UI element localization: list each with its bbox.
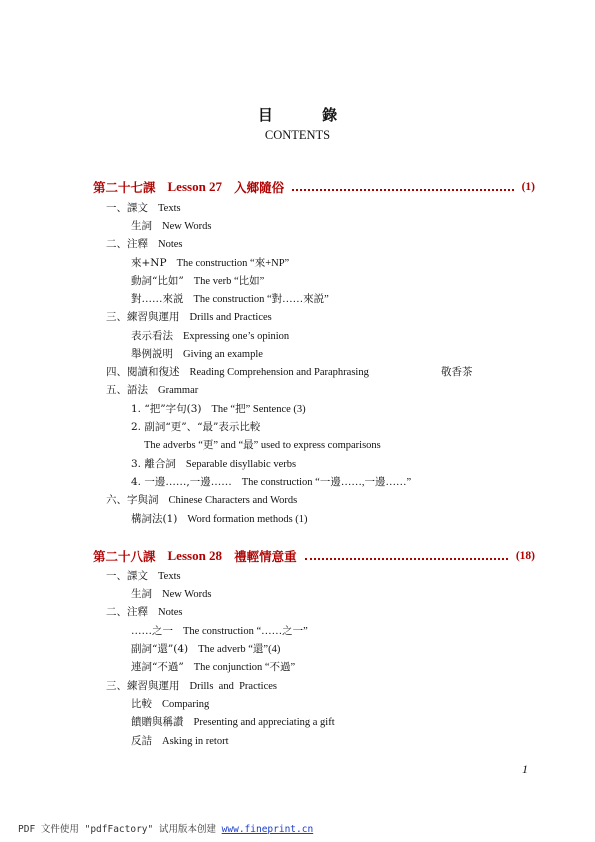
toc-row-cn: 二、注釋 (106, 238, 148, 250)
toc-row[interactable] (131, 328, 289, 344)
toc-row[interactable] (131, 623, 308, 639)
toc-row-en: Separable disyllabic verbs (185, 459, 297, 470)
lesson-number-cn: 第二十七課 (93, 180, 156, 195)
toc-row-cn: 舉例説明 (131, 348, 173, 360)
toc-row-cn: 二、注釋 (106, 606, 148, 618)
toc-row-en: Comparing (162, 699, 210, 710)
toc-row-cn: 副詞“還”(4) (131, 643, 189, 655)
toc-row-cn: 反詰 (131, 735, 152, 747)
lesson-number-cn: 第二十八課 (93, 549, 156, 564)
toc-row[interactable] (131, 659, 295, 675)
toc-row-en: Asking in retort (162, 736, 229, 747)
toc-row-cn: 饋贈與稱讚 (131, 716, 184, 728)
footer-text: PDF 文件使用 "pdfFactory" 试用版本创建 (18, 824, 222, 835)
toc-row-cn: 生詞 (131, 220, 152, 232)
toc-row[interactable] (106, 678, 277, 694)
toc-row[interactable] (131, 291, 329, 307)
toc-row-en: The adverb “還”(4) (198, 644, 281, 655)
toc-row-en: Giving an example (183, 349, 263, 360)
toc-row-en: The adverbs “更” and “最” used to express comparisons (144, 440, 381, 451)
toc-row-en: Chinese Characters and Words (168, 495, 298, 506)
lesson-title: 入鄉隨俗 (234, 180, 285, 195)
toc-row-en: The conjunction “不過” (193, 662, 296, 673)
toc-row-cn: 連詞“不過” (131, 661, 184, 673)
lesson-page-ref: (1) (521, 181, 535, 193)
toc-row-en: Notes (158, 239, 183, 250)
toc-row-en: Notes (158, 607, 183, 618)
leader-dots (305, 557, 508, 560)
toc-row[interactable] (131, 273, 264, 289)
toc-row-cn: 表示看法 (131, 330, 173, 342)
toc-row[interactable] (131, 419, 260, 435)
toc-row[interactable] (131, 456, 296, 472)
toc-row-en: The verb “比如” (193, 276, 265, 287)
toc-row[interactable] (131, 586, 211, 602)
toc-row-en: The construction “對……來説” (193, 294, 329, 305)
toc-row-cn: 四、閱讀和復述 (106, 366, 180, 378)
toc-row-en: Expressing one’s opinion (183, 331, 290, 342)
toc-row[interactable] (144, 437, 381, 453)
toc-row-cn: 對……來説 (131, 293, 184, 305)
lesson-title: 禮輕情意重 (234, 549, 297, 564)
toc-row-cn: 2. 副詞“更”、“最”表示比較 (131, 421, 261, 433)
toc-row-en: The construction “一邊……,一邊……” (241, 477, 412, 488)
handwritten-side-note: 敬香茶 (441, 366, 473, 378)
toc-row-en: The construction “來+NP” (176, 258, 290, 269)
toc-row[interactable] (106, 364, 369, 380)
toc-row-cn: 來+NP (131, 257, 167, 269)
toc-row[interactable] (131, 401, 306, 417)
toc-row-cn: 一、課文 (106, 570, 148, 582)
toc-row-en: Word formation methods (1) (187, 514, 308, 525)
toc-row-en: The construction “……之一” (183, 626, 308, 637)
toc-row[interactable] (106, 568, 181, 584)
toc-row-cn: 1. “把”字句(3) (131, 403, 202, 415)
toc-row[interactable] (131, 696, 209, 712)
toc-row[interactable] (106, 382, 198, 398)
toc-row[interactable] (106, 309, 272, 325)
toc-row[interactable] (131, 474, 411, 490)
toc-row-cn: 4. 一邊……,一邊…… (131, 476, 232, 488)
lesson-27-heading[interactable] (93, 178, 535, 196)
toc-row-cn: 三、練習與運用 (106, 311, 180, 323)
toc-row-en: Presenting and appreciating a gift (193, 717, 335, 728)
footer-link[interactable]: www.fineprint.cn (221, 824, 314, 835)
page-number: 1 (522, 762, 528, 776)
toc-row-cn: 3. 離合詞 (131, 458, 176, 470)
toc-row[interactable] (131, 255, 289, 271)
lesson-page-ref: (18) (515, 550, 535, 562)
toc-row-cn: 六、字與詞 (106, 494, 159, 506)
lesson-number-en: Lesson 28 (167, 548, 223, 563)
leader-dots (292, 188, 514, 191)
toc-row-en: Reading Comprehension and Paraphrasing (189, 367, 369, 378)
toc-row-en: Drills and Practices (189, 681, 277, 692)
toc-row-en: New Words (162, 221, 212, 232)
toc-row[interactable] (106, 200, 181, 216)
contents-title-english: CONTENTS (264, 128, 331, 142)
toc-row-cn: 五、語法 (106, 384, 148, 396)
toc-row-en: New Words (162, 589, 212, 600)
lesson-28-heading[interactable] (93, 547, 535, 565)
lesson-number-en: Lesson 27 (167, 179, 223, 194)
contents-title-chinese: 目 錄 (257, 106, 360, 124)
toc-row-en: Grammar (158, 385, 199, 396)
toc-row-cn: 生詞 (131, 588, 152, 600)
toc-row[interactable] (131, 218, 211, 234)
toc-row-cn: 一、課文 (106, 202, 148, 214)
toc-row-cn: ……之一 (131, 625, 173, 637)
toc-row-cn: 構詞法(1) (131, 513, 178, 525)
toc-row[interactable] (131, 346, 263, 362)
toc-row-en: Texts (158, 571, 181, 582)
toc-row-en: Drills and Practices (189, 312, 272, 323)
toc-row[interactable] (131, 641, 280, 657)
toc-row-en: Texts (158, 203, 181, 214)
toc-row[interactable] (106, 236, 183, 252)
toc-row[interactable] (131, 733, 229, 749)
toc-row[interactable] (106, 492, 297, 508)
toc-row-cn: 動詞“比如” (131, 275, 184, 287)
toc-row[interactable] (131, 511, 308, 527)
pdf-watermark-footer (18, 821, 313, 835)
toc-row-en: The “把” Sentence (3) (211, 404, 306, 415)
toc-row-cn: 三、練習與運用 (106, 680, 180, 692)
toc-row[interactable] (131, 714, 335, 730)
toc-row[interactable] (106, 604, 183, 620)
toc-row-cn: 比較 (131, 698, 152, 710)
